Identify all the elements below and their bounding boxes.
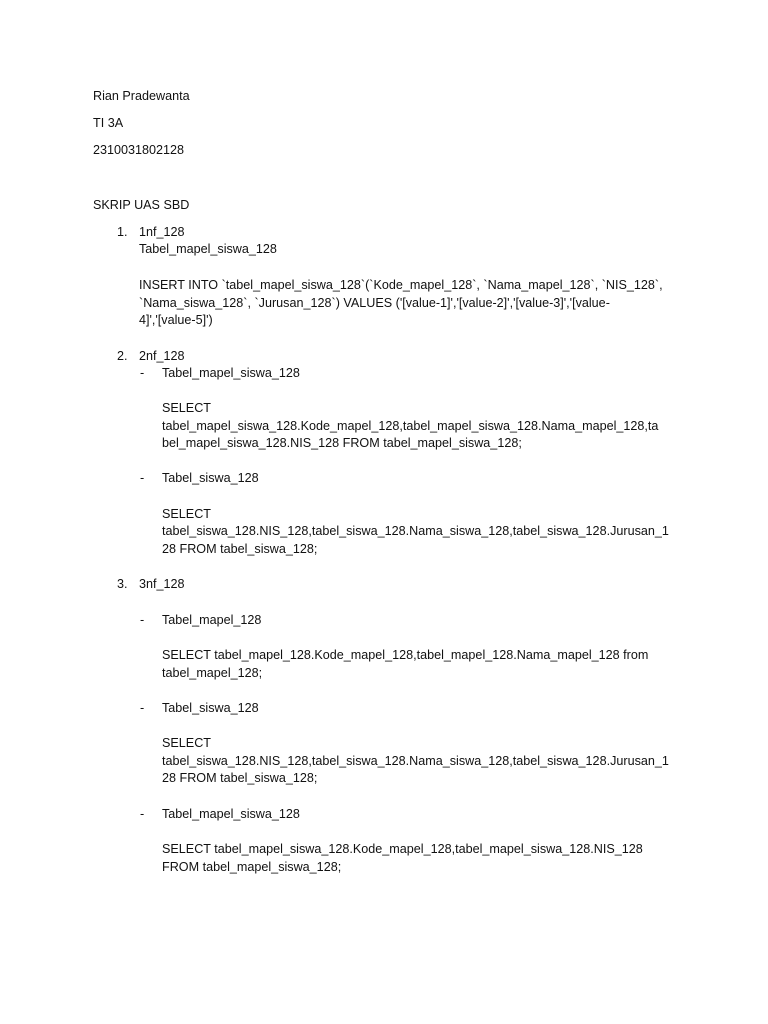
section-subtitle: Tabel_mapel_siswa_128	[139, 242, 277, 256]
code-line: tabel_siswa_128.NIS_128,tabel_siswa_128.Nama_siswa_128,tabel_siswa_128.Jurusan_1	[162, 524, 669, 538]
code-line: 4]','[value-5]')	[139, 313, 213, 327]
author-nim: 2310031802128	[93, 143, 185, 157]
document-title: SKRIP UAS SBD	[93, 198, 190, 212]
section-title: 1nf_128	[139, 225, 185, 239]
table-label: Tabel_mapel_siswa_128	[162, 807, 300, 821]
table-label: Tabel_mapel_128	[162, 613, 262, 627]
list-bullet: -	[140, 701, 145, 715]
code-line: SELECT	[162, 507, 211, 521]
list-bullet: -	[140, 366, 145, 380]
table-label: Tabel_siswa_128	[162, 701, 259, 715]
list-bullet: -	[140, 807, 145, 821]
section-number: 1.	[117, 225, 128, 239]
code-line: FROM tabel_mapel_siswa_128;	[162, 860, 342, 874]
list-bullet: -	[140, 613, 145, 627]
code-line: SELECT tabel_mapel_128.Kode_mapel_128,tabel_mapel_128.Nama_mapel_128 from	[162, 648, 649, 662]
code-line: SELECT	[162, 401, 211, 415]
code-line: tabel_mapel_128;	[162, 666, 263, 680]
code-line: SELECT	[162, 736, 211, 750]
code-line: SELECT tabel_mapel_siswa_128.Kode_mapel_128,tabel_mapel_siswa_128.NIS_128	[162, 842, 643, 856]
code-line: 28 FROM tabel_siswa_128;	[162, 771, 318, 785]
section-number: 2.	[117, 349, 128, 363]
table-label: Tabel_mapel_siswa_128	[162, 366, 300, 380]
author-name: Rian Pradewanta	[93, 89, 190, 103]
table-label: Tabel_siswa_128	[162, 471, 259, 485]
code-line: tabel_mapel_siswa_128.Kode_mapel_128,tabel_mapel_siswa_128.Nama_mapel_128,ta	[162, 419, 659, 433]
code-line: INSERT INTO `tabel_mapel_siswa_128`(`Kode_mapel_128`, `Nama_mapel_128`, `NIS_128`,	[139, 278, 663, 292]
author-class: TI 3A	[93, 116, 124, 130]
section-title: 2nf_128	[139, 349, 185, 363]
section-title: 3nf_128	[139, 577, 185, 591]
code-line: 28 FROM tabel_siswa_128;	[162, 542, 318, 556]
code-line: tabel_siswa_128.NIS_128,tabel_siswa_128.Nama_siswa_128,tabel_siswa_128.Jurusan_1	[162, 754, 669, 768]
section-number: 3.	[117, 577, 128, 591]
code-line: `Nama_siswa_128`, `Jurusan_128`) VALUES ('[value-1]','[value-2]','[value-3]','[value-	[139, 296, 610, 310]
list-bullet: -	[140, 471, 145, 485]
code-line: bel_mapel_siswa_128.NIS_128 FROM tabel_mapel_siswa_128;	[162, 436, 522, 450]
